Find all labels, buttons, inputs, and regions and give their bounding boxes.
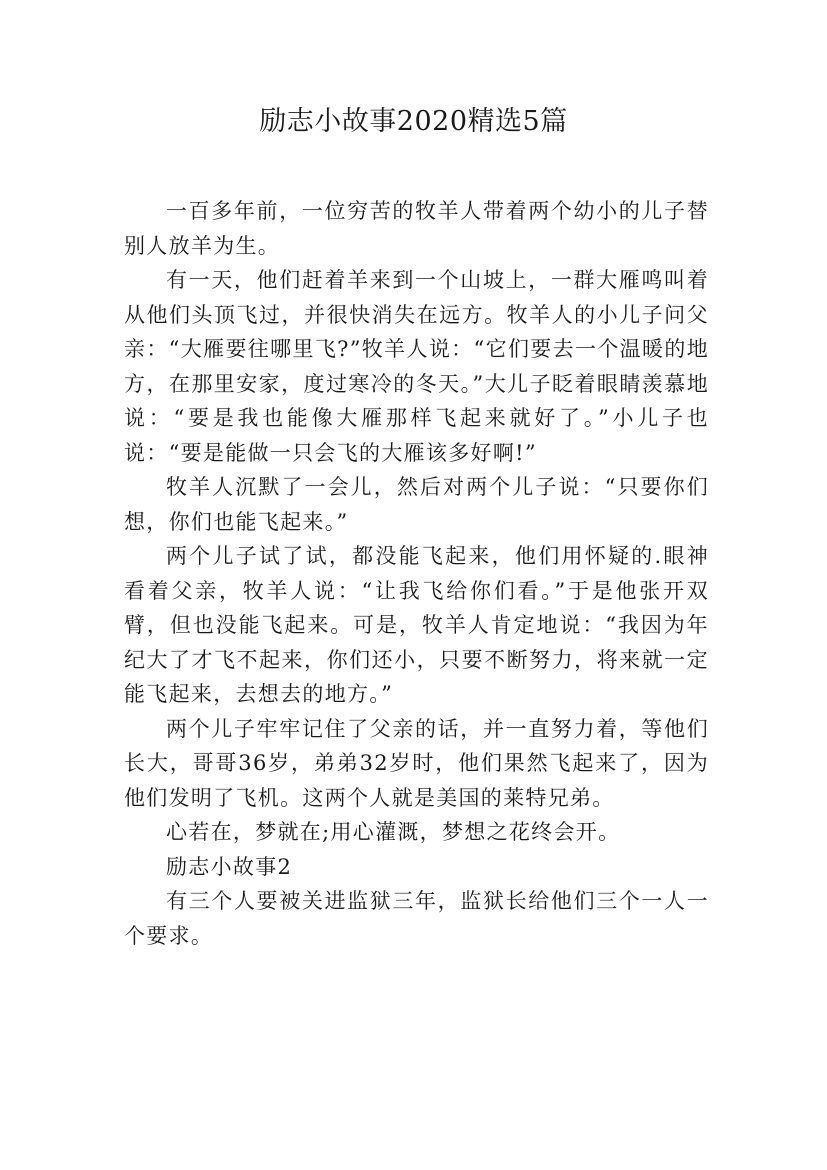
paragraph: 两个儿子牢牢记住了父亲的话，并一直努力着，等他们长大，哥哥36岁，弟弟32岁时，他们果然飞起来了，因为他们发明了飞机。这两个人就是美国的莱特兄弟。 (124, 716, 709, 810)
paragraph: 有三个人要被关进监狱三年，监狱长给他们三个一人一个要求。 (124, 889, 709, 948)
paragraph: 心若在，梦就在;用心灌溉，梦想之花终会开。 (166, 820, 621, 844)
section-heading: 励志小故事2 (166, 854, 293, 879)
paragraph: 两个儿子试了试，都没能飞起来，他们用怀疑的.眼神看着父亲，牧羊人说：“让我飞给你们看。”于是他张开双臂，但也没能飞起来。可是，牧羊人肯定地说：“我因为年纪大了才飞不起来，你们还小，只要不断努力，将来就一定能飞起来，去想去的地方。” (124, 544, 709, 706)
paragraph: 一百多年前，一位穷苦的牧羊人带着两个幼小的儿子替别人放羊为生。 (124, 199, 709, 258)
document-body (124, 194, 709, 953)
paragraph: 牧羊人沉默了一会儿，然后对两个儿子说：“只要你们想，你们也能飞起来。” (124, 475, 709, 534)
paragraph: 有一天，他们赶着羊来到一个山坡上，一群大雁鸣叫着从他们头顶飞过，并很快消失在远方。牧羊人的小儿子问父亲：“大雁要往哪里飞?”牧羊人说：“它们要去一个温暖的地方，在那里安家，度过寒冷的冬天。”大儿子眨着眼睛羡慕地说：“要是我也能像大雁那样飞起来就好了。”小儿子也说：“要是能做一只会飞的大雁该多好啊!” (124, 268, 709, 465)
document-title: 励志小故事2020精选5篇 (259, 106, 568, 137)
